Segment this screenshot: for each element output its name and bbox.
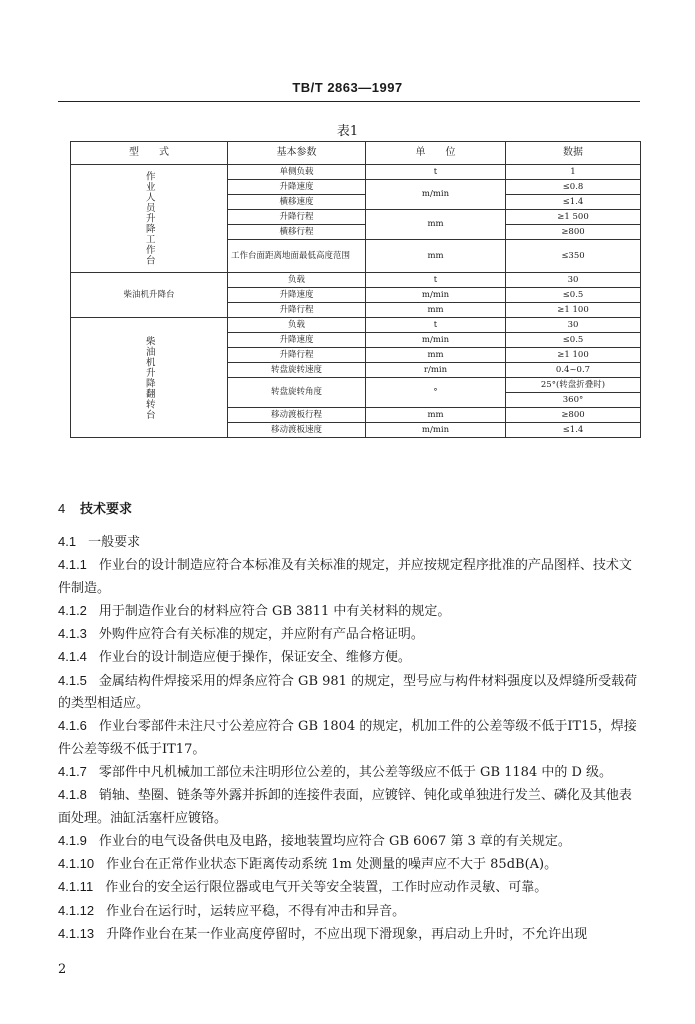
clause-number: 4.1.5: [58, 672, 87, 688]
clause: [58, 761, 640, 784]
param-cell: 单侧负载: [228, 165, 366, 180]
clause-text: 升降作业台在某一作业高度停留时，不应出现下滑现象，再启动上升时，不允许出现: [106, 927, 588, 943]
value-cell: ≤350: [506, 240, 641, 273]
section-heading: [58, 498, 132, 517]
clause: [58, 600, 640, 623]
clause-number: 4.1: [58, 534, 77, 549]
unit-cell: m/min: [366, 423, 506, 438]
clause-number: 4.1.4: [58, 649, 87, 665]
clause-number: 4.1.2: [58, 602, 87, 618]
clause-text: 零部件中凡机械加工部位未注明形位公差的，其公差等级应不低于 GB 1184 中的 D 级。: [98, 764, 613, 780]
value-cell: 30: [506, 273, 641, 288]
param-cell: 升降行程: [228, 210, 366, 225]
section-title: 技术要求: [80, 502, 133, 517]
type-cell: 作业人员升降工作台: [71, 165, 228, 273]
unit-cell: mm: [366, 210, 506, 240]
standard-code-header: TB/T 2863—1997: [292, 80, 403, 95]
value-cell: 30: [506, 318, 641, 333]
param-cell: 负载: [228, 318, 366, 333]
table-row: [71, 318, 641, 333]
clause: [58, 784, 640, 830]
clause-text: 作业台的设计制造应符合本标准及有关标准的规定，并应按规定程序批准的产品图样、技术文件制造。: [58, 558, 632, 596]
table-caption: 表1: [336, 124, 359, 139]
value-cell: ≥1 100: [506, 303, 641, 318]
table-row: [71, 165, 641, 180]
unit-cell: m/min: [366, 288, 506, 303]
clause-text: 作业台在运行时，运转应平稳，不得有冲击和异音。: [106, 903, 406, 919]
type-cell: 柴油机升降台: [71, 273, 228, 318]
clause-number: 4.1.1: [58, 557, 87, 573]
unit-cell: °: [366, 378, 506, 408]
param-cell: 横移速度: [228, 195, 366, 210]
table-row: [71, 273, 641, 288]
unit-cell: mm: [366, 240, 506, 273]
unit-cell: mm: [366, 303, 506, 318]
unit-cell: m/min: [366, 180, 506, 210]
clause-number: 4.1.12: [58, 902, 95, 918]
type-cell: 柴油机升降翻转台: [71, 318, 228, 438]
value-cell: ≤1.4: [506, 423, 641, 438]
clause-text: 作业台的电气设备供电及电路，接地装置均应符合 GB 6067 第 3 章的有关规定。: [98, 833, 571, 849]
param-cell: 升降行程: [228, 348, 366, 363]
clause-number: 4.1.6: [58, 718, 87, 734]
clause-text: 作业台的安全运行限位器或电气开关等安全装置，工作时应动作灵敏、可靠。: [105, 880, 548, 896]
clause-text: 一般要求: [88, 535, 141, 550]
unit-cell: t: [366, 318, 506, 333]
unit-cell: mm: [366, 408, 506, 423]
clause: [58, 876, 640, 899]
value-cell: 25°(转盘折叠时): [506, 378, 641, 393]
clause-text: 作业台在正常作业状态下距离传动系统 1m 处测量的噪声应不大于 85dB(A)。: [106, 857, 558, 873]
value-cell: ≤1.4: [506, 195, 641, 210]
clause-list: [58, 531, 640, 946]
param-cell: 升降速度: [228, 333, 366, 348]
value-cell: ≥800: [506, 408, 641, 423]
clause-text: 作业台的设计制造应便于操作，保证安全、维修方便。: [98, 650, 411, 666]
clause-number: 4.1.10: [58, 856, 95, 872]
value-cell: ≥800: [506, 225, 641, 240]
param-cell: 转盘旋转角度: [228, 378, 366, 408]
value-cell: ≤0.5: [506, 288, 641, 303]
value-cell: ≤0.8: [506, 180, 641, 195]
value-cell: 1: [506, 165, 641, 180]
clause: [58, 830, 640, 853]
column-header: 单 位: [366, 142, 506, 165]
param-cell: 升降行程: [228, 303, 366, 318]
clause: [58, 554, 640, 600]
param-cell: 横移行程: [228, 225, 366, 240]
param-cell: 升降速度: [228, 288, 366, 303]
clause: [58, 853, 640, 876]
unit-cell: r/min: [366, 363, 506, 378]
page-number: 2: [58, 962, 67, 977]
param-cell: 负载: [228, 273, 366, 288]
clause-text: 金属结构件焊接采用的焊条应符合 GB 981 的规定，型号应与构件材料强度以及焊缝所受载荷的类型相适应。: [58, 673, 638, 712]
clause-text: 销轴、垫圈、链条等外露并拆卸的连接件表面，应镀锌、钝化或单独进行发兰、磷化及其他表面处理。油缸活塞杆应镀铬。: [58, 788, 632, 826]
clause-number: 4.1.7: [58, 763, 87, 779]
clause: [58, 531, 640, 554]
section-number: 4: [58, 501, 66, 516]
value-cell: 0.4~0.7: [506, 363, 641, 378]
clause: [58, 623, 640, 646]
clause: [58, 923, 640, 946]
clause: [58, 900, 640, 923]
param-cell: 移动渡板行程: [228, 408, 366, 423]
unit-cell: m/min: [366, 333, 506, 348]
unit-cell: t: [366, 165, 506, 180]
column-header: 基本参数: [228, 142, 366, 165]
unit-cell: mm: [366, 348, 506, 363]
header-rule: [58, 101, 640, 102]
parameter-table: [70, 141, 641, 438]
value-cell: 360°: [506, 393, 641, 408]
column-header: 数据: [506, 142, 641, 165]
value-cell: ≥1 500: [506, 210, 641, 225]
table-header-row: [71, 142, 641, 165]
param-cell: 移动渡板速度: [228, 423, 366, 438]
value-cell: ≥1 100: [506, 348, 641, 363]
clause-text: 用于制造作业台的材料应符合 GB 3811 中有关材料的规定。: [98, 603, 451, 619]
column-header: 型 式: [71, 142, 228, 165]
unit-cell: t: [366, 273, 506, 288]
clause: [58, 670, 640, 716]
value-cell: ≤0.5: [506, 333, 641, 348]
param-cell: 转盘旋转速度: [228, 363, 366, 378]
clause-number: 4.1.13: [58, 926, 95, 942]
param-cell: 升降速度: [228, 180, 366, 195]
clause-number: 4.1.8: [58, 787, 87, 803]
clause-number: 4.1.11: [58, 879, 94, 895]
clause: [58, 646, 640, 669]
clause-text: 外购件应符合有关标准的规定，并应附有产品合格证明。: [98, 627, 424, 643]
param-cell: 工作台面距离地面最低高度范围: [228, 240, 366, 273]
clause-number: 4.1.9: [58, 832, 87, 848]
clause-text: 作业台零部件未注尺寸公差应符合 GB 1804 的规定，机加工件的公差等级不低于IT15，焊接件公差等级不低于IT17。: [58, 719, 637, 757]
clause: [58, 715, 640, 761]
clause-number: 4.1.3: [58, 626, 87, 642]
